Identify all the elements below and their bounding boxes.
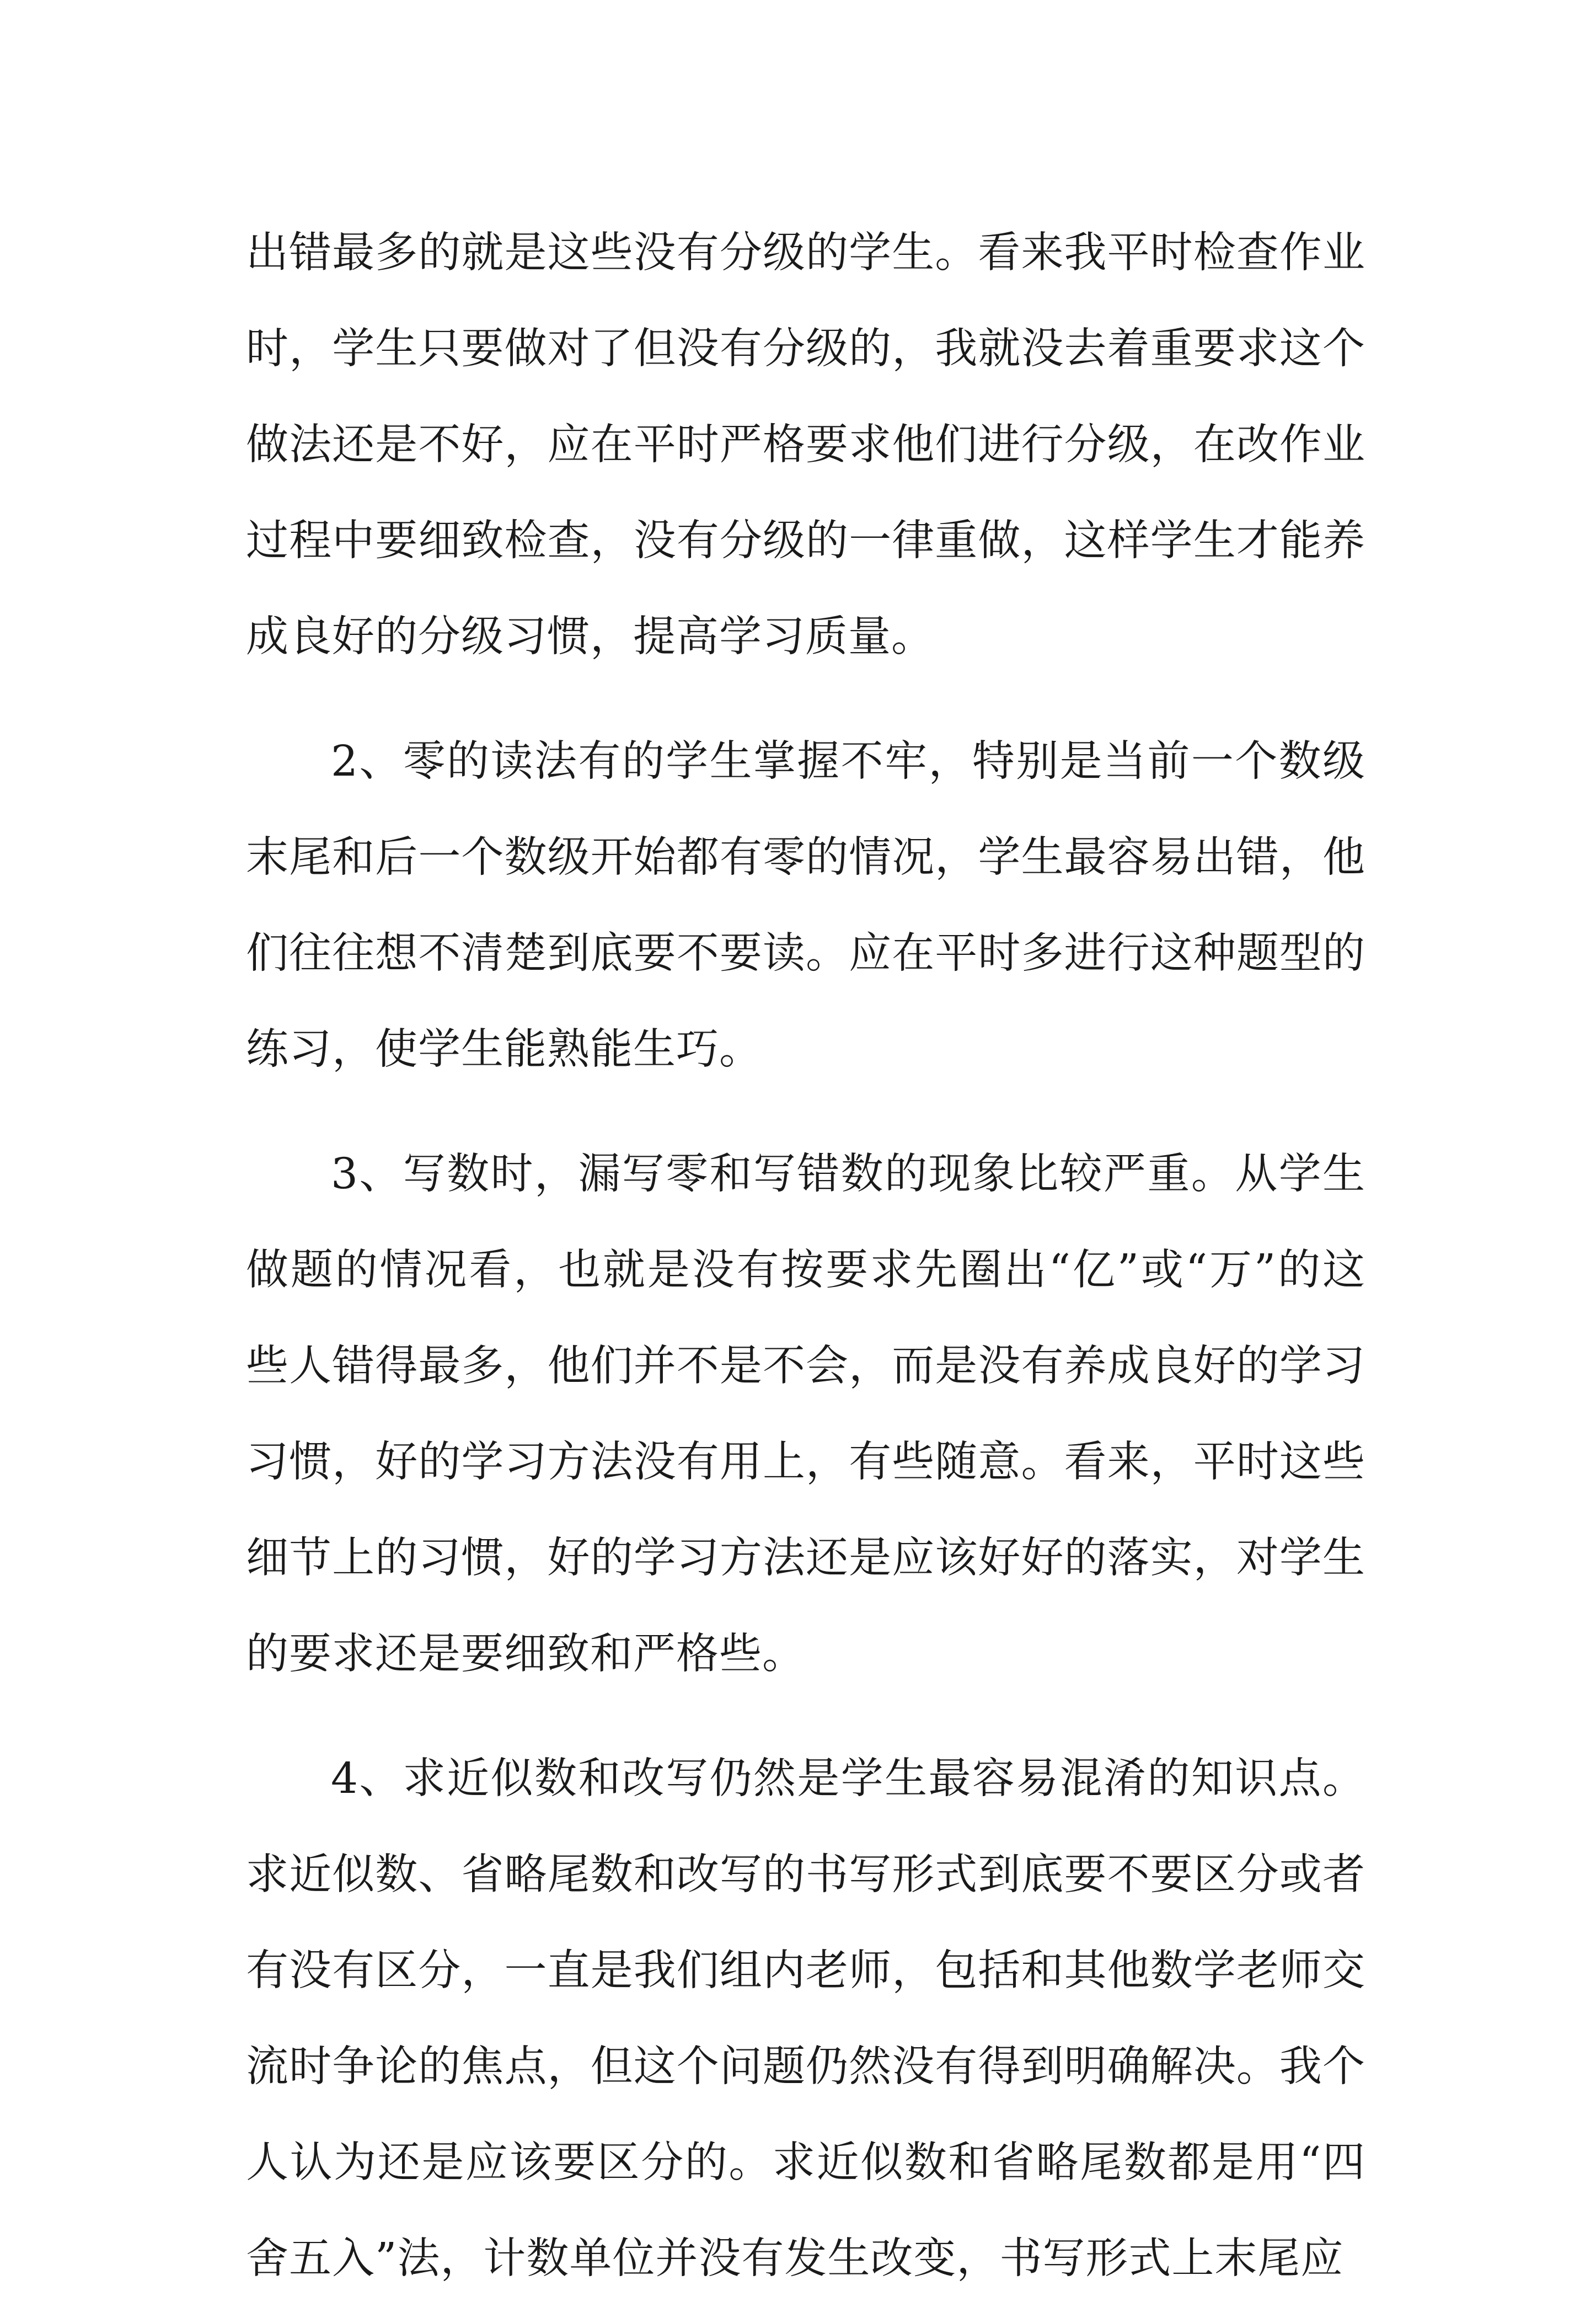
paragraph-4: 4、求近似数和改写仍然是学生最容易混淆的知识点。求近似数、省略尾数和改写的书写形式到底要不要区分或者有没有区分，一直是我们组内老师，包括和其他数学老师交流时争论的焦点，但这个问题仍然没有得到明确解决。我个人认为还是应该要区分的。求近似数和省略尾数都是用“四舍五入”法，计数单位并没有发生改变，书写形式上末尾应	[246, 1754, 1365, 2283]
paragraph-1: 出错最多的就是这些没有分级的学生。看来我平时检查作业时，学生只要做对了但没有分级的，我就没去着重要求这个做法还是不好，应在平时严格要求他们进行分级，在改作业过程中要细致检查，没有分级的一律重做，这样学生才能养成良好的分级习惯，提高学习质量。	[246, 228, 1365, 661]
paragraph-3: 3、写数时，漏写零和写错数的现象比较严重。从学生做题的情况看，也就是没有按要求先圈出“亿”或“万”的这些人错得最多，他们并不是不会，而是没有养成良好的学习习惯，好的学习方法没有用上，有些随意。看来，平时这些细节上的习惯，好的学习方法还是应该好好的落实，对学生的要求还是要细致和严格些。	[246, 1150, 1365, 1679]
paragraph-2: 2、零的读法有的学生掌握不牢，特别是当前一个数级末尾和后一个数级开始都有零的情况，学生最容易出错，他们往往想不清楚到底要不要读。应在平时多进行这种题型的练习，使学生能熟能生巧。	[246, 737, 1365, 1074]
body-text	[246, 205, 1365, 2307]
